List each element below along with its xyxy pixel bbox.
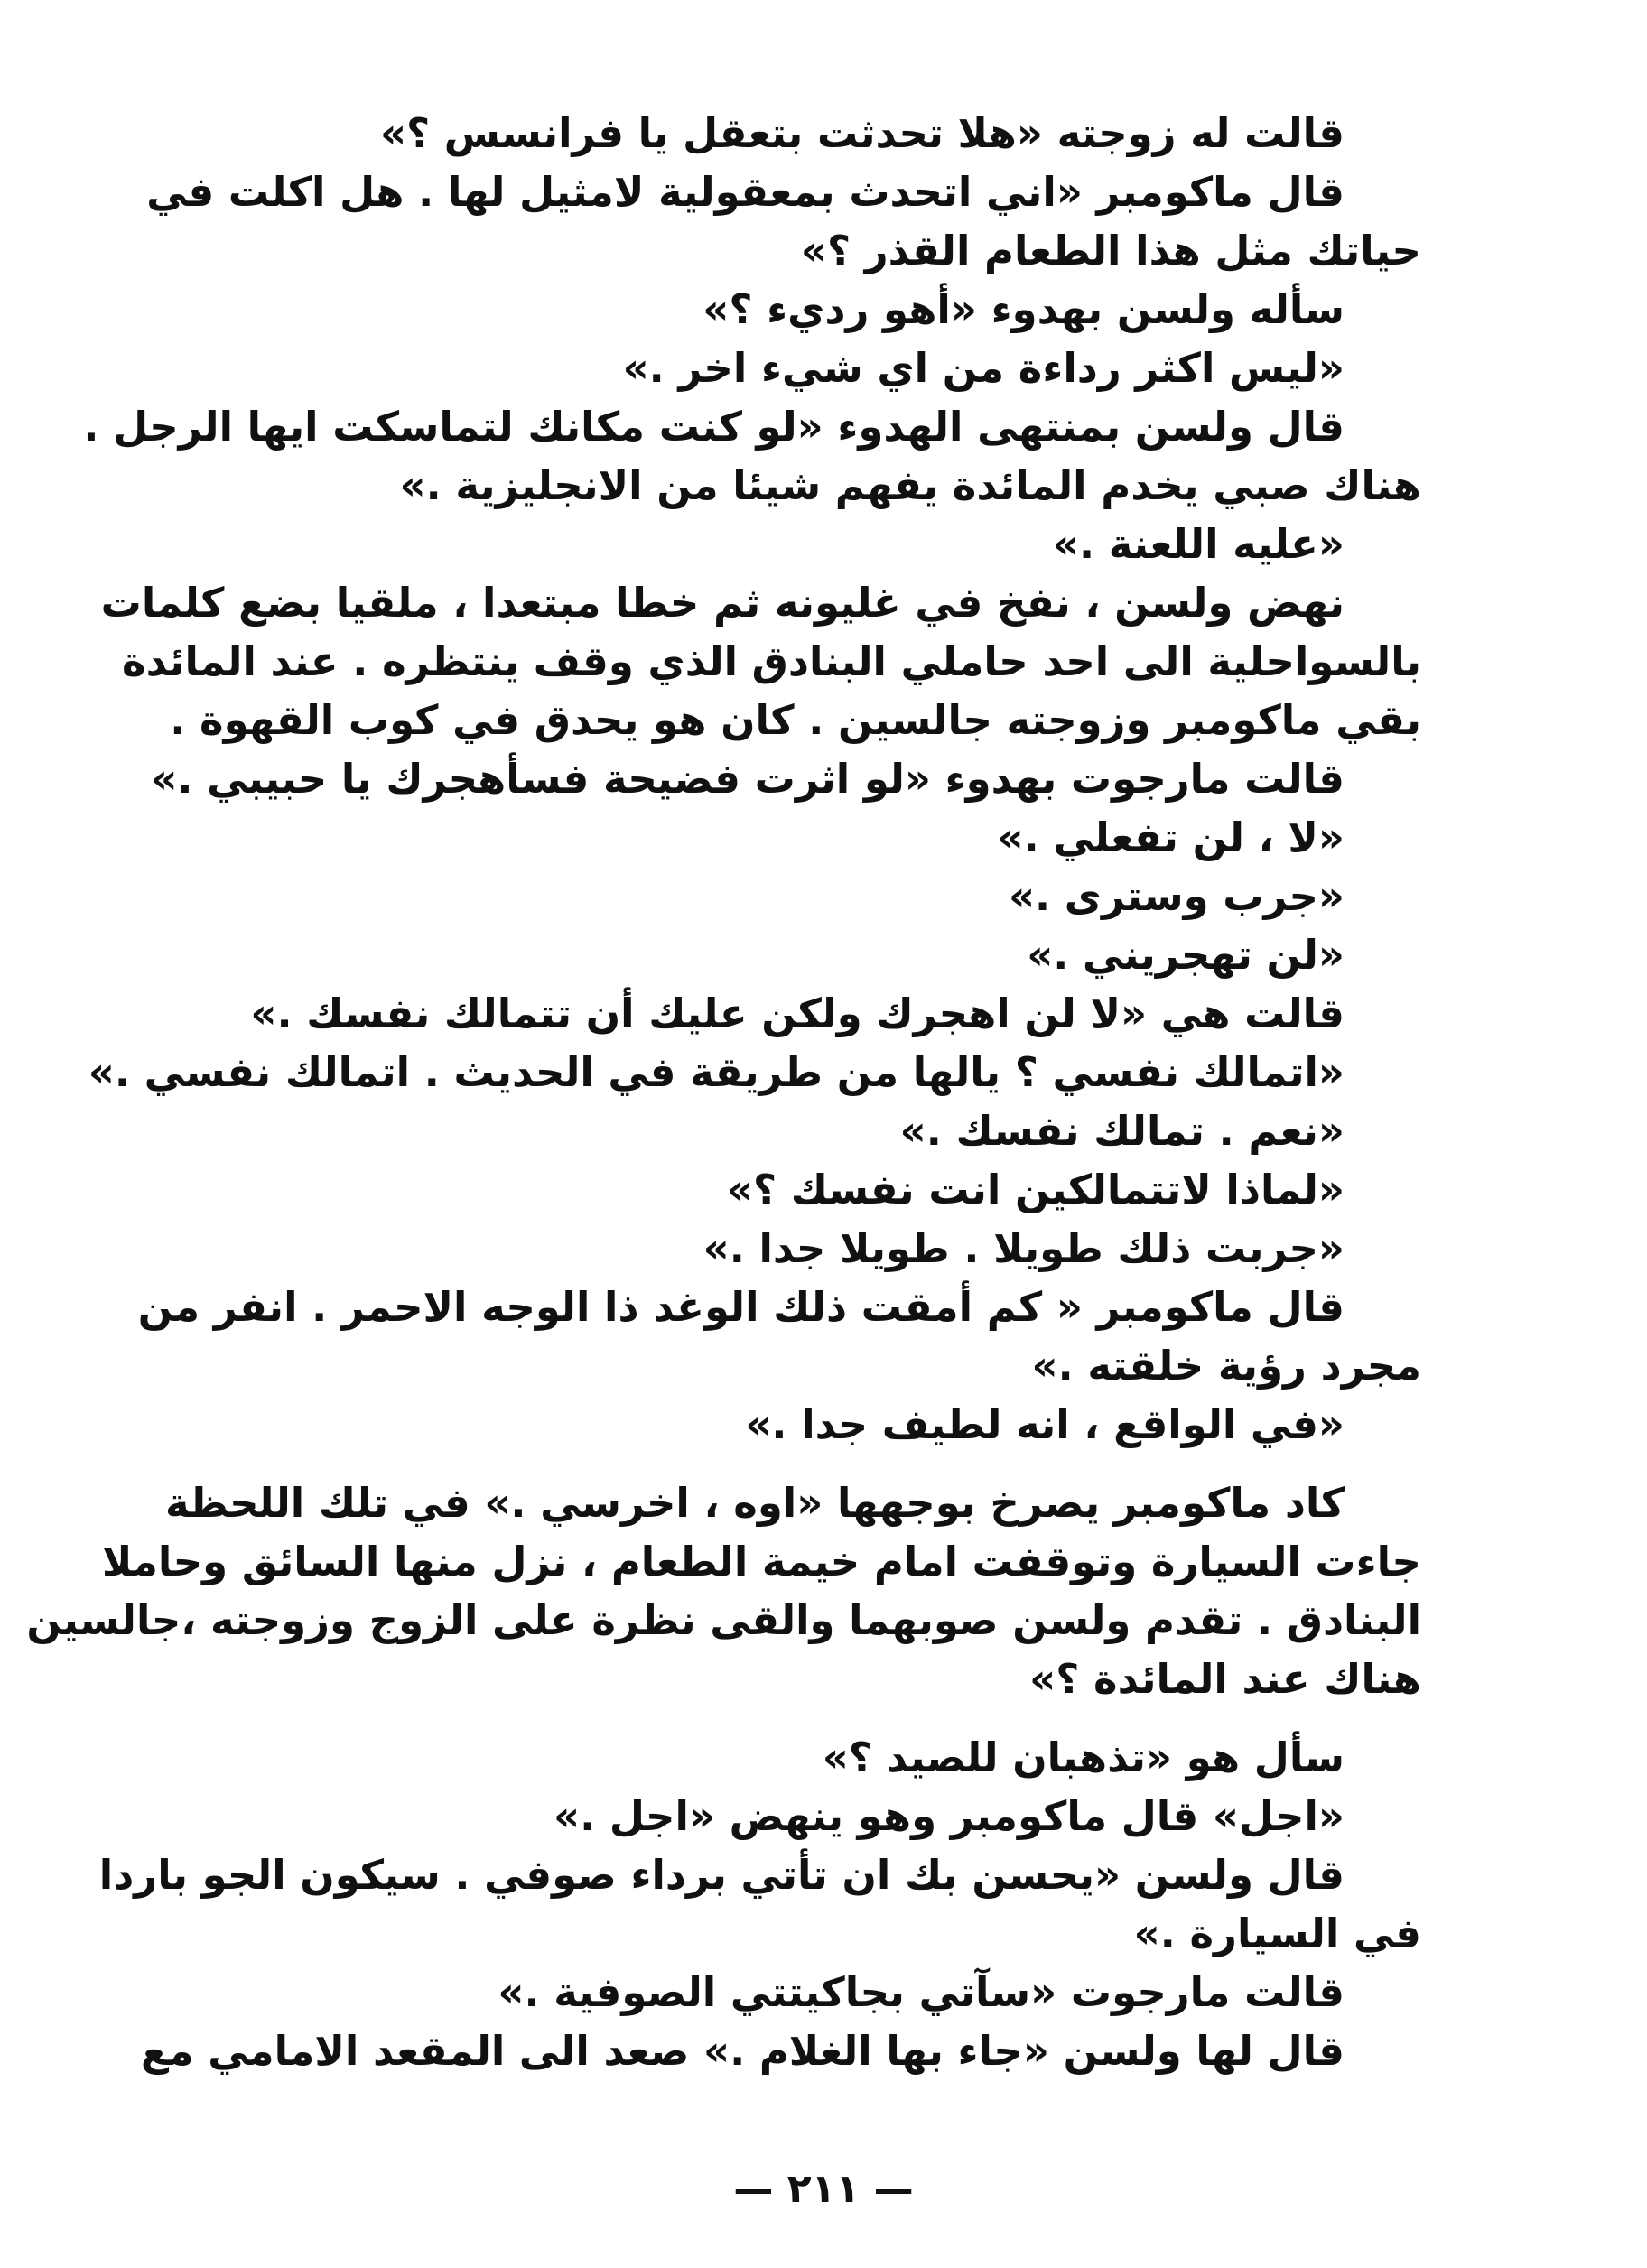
text-line: قال ماكومبر «اني اتحدث بمعقولية لامثيل لها . هل اكلت في xyxy=(146,168,1345,216)
text-line: «ليس اكثر رداءة من اي شيء اخر .» xyxy=(622,344,1345,392)
page-number: — ٢١١ — xyxy=(733,2166,914,2212)
text-line: قالت مارجوت بهدوء «لو اثرت فضيحة فسأهجرك يا حبيبي .» xyxy=(151,755,1345,803)
text-line: جاءت السيارة وتوقفت امام خيمة الطعام ، نزل منها السائق وحاملا xyxy=(101,1538,1421,1585)
text-line: سأل هو «تذهبان للصيد ؟» xyxy=(822,1734,1345,1781)
text-line: «لا ، لن تفعلي .» xyxy=(997,813,1345,861)
text-line: «جربت ذلك طويلا . طويلا جدا .» xyxy=(703,1224,1345,1272)
text-line: حياتك مثل هذا الطعام القذر ؟» xyxy=(800,227,1421,274)
text-line: قال ولسن بمنتهى الهدوء «لو كنت مكانك لتماسكت ايها الرجل . xyxy=(83,403,1345,451)
text-line: «لن تهجريني .» xyxy=(1027,931,1345,979)
text-line: قالت هي «لا لن اهجرك ولكن عليك أن تتمالك نفسك .» xyxy=(250,990,1345,1037)
text-line: البنادق . تقدم ولسن صوبهما والقى نظرة على الزوج وزوجته ،جالسين xyxy=(26,1596,1421,1644)
text-line: بالسواحلية الى احد حاملي البنادق الذي وقف ينتظره . عند المائدة xyxy=(122,637,1421,685)
text-line: «عليه اللعنة .» xyxy=(1052,520,1345,568)
text-line: هناك صبي يخدم المائدة يفهم شيئا من الانجليزية .» xyxy=(399,461,1421,509)
text-line: قال ماكومبر « كم أمقت ذلك الوغد ذا الوجه الاحمر . انفر من xyxy=(137,1283,1345,1331)
text-line: «اتمالك نفسي ؟ يالها من طريقة في الحديث . اتمالك نفسي .» xyxy=(88,1048,1345,1096)
text-line: مجرد رؤية خلقته .» xyxy=(1031,1342,1421,1390)
text-line: «اجل» قال ماكومبر وهو ينهض «اجل .» xyxy=(554,1792,1345,1840)
text-line: «لماذا لاتتمالكين انت نفسك ؟» xyxy=(726,1166,1345,1213)
text-line: في السيارة .» xyxy=(1133,1910,1421,1957)
text-line: كاد ماكومبر يصرخ بوجهها «اوه ، اخرسي .» في تلك اللحظة xyxy=(164,1479,1345,1527)
text-line: «جرب وسترى .» xyxy=(1008,872,1345,920)
text-line: قالت مارجوت «سآتي بجاكيتتي الصوفية .» xyxy=(498,1968,1345,2016)
text-line: بقي ماكومبر وزوجته جالسين . كان هو يحدق في كوب القهوة . xyxy=(170,696,1421,744)
text-line: سأله ولسن بهدوء «أهو رديء ؟» xyxy=(703,285,1345,333)
text-line: «في الواقع ، انه لطيف جدا .» xyxy=(745,1400,1345,1448)
text-line: هناك عند المائدة ؟» xyxy=(1029,1655,1421,1703)
text-line: قال لها ولسن «جاء بها الغلام .» صعد الى المقعد الامامي مع xyxy=(140,2027,1345,2075)
text-line: قال ولسن «يحسن بك ان تأتي برداء صوفي . سيكون الجو باردا xyxy=(98,1851,1345,1899)
text-line: نهض ولسن ، نفخ في غليونه ثم خطا مبتعدا ، ملقيا بضع كلمات xyxy=(100,579,1345,627)
text-line: «نعم . تمالك نفسك .» xyxy=(899,1107,1345,1155)
text-line: قالت له زوجته «هلا تحدثت بتعقل يا فرانسس ؟» xyxy=(379,109,1345,157)
